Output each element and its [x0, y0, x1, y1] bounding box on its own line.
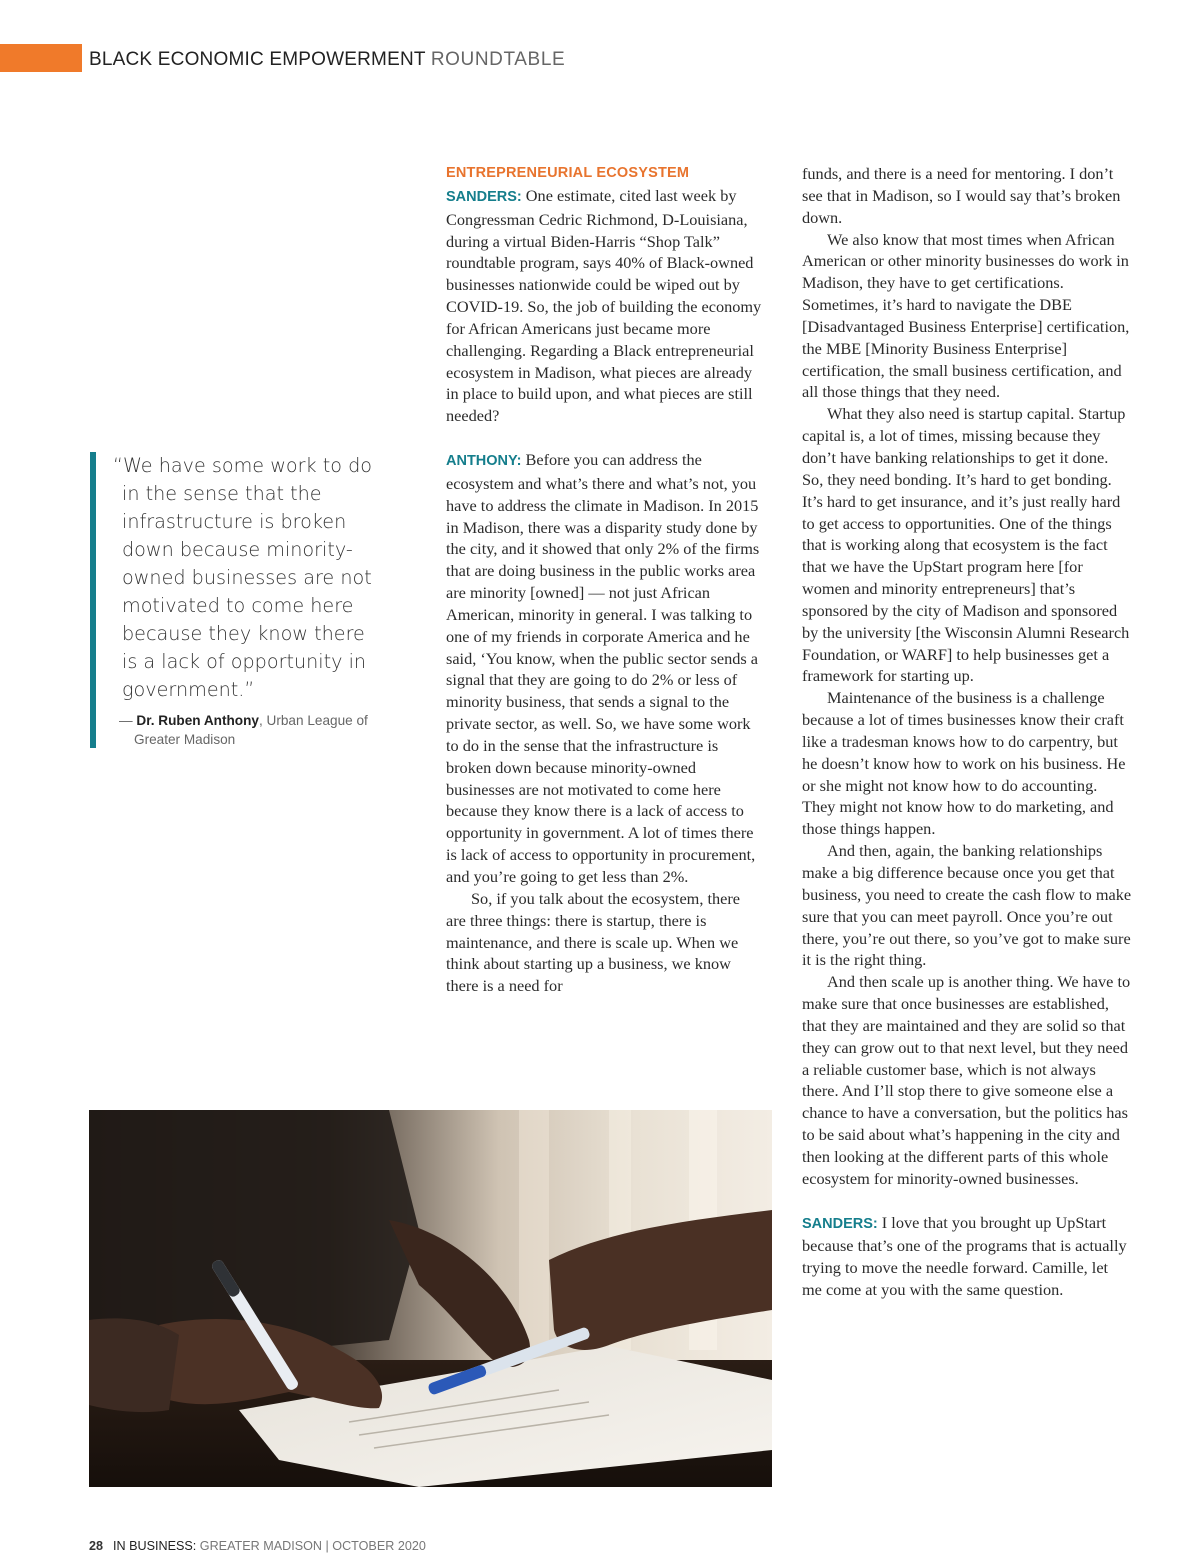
pull-quote-text: “We have some work to do in the sense that the infrastructure is broken down because minority-owned businesses are not motivated to come here because they know there is a lack of opportunity in government.” [113, 454, 373, 701]
running-header [89, 46, 565, 74]
pull-quote [90, 452, 376, 748]
paragraph: We also know that most times when African American or other minority businesses do work in Madison, they have to get certifications. Sometimes, it’s hard to navigate the DBE [Disadvantaged Business Enterprise] certification, the MBE [Minority Business Enterprise] certification, the small business certification, and all those things that they need. [802, 229, 1130, 402]
hands-signing-document-photo [89, 1110, 772, 1487]
pull-quote-attribution [119, 712, 379, 749]
section-heading: ENTREPRENEURIAL ECOSYSTEM [446, 165, 690, 181]
issue-info: GREATER MADISON | OCTOBER 2020 [196, 1539, 426, 1553]
page-footer [89, 1537, 426, 1555]
paragraph-text: One estimate, cited last week by Congressman Cedric Richmond, D-Louisiana, during a virtual Biden-Harris “Shop Talk” roundtable program, says 40% of Black-owned businesses nationwide could be wiped out by COVID-19. So, the job of building the economy for African Americans just became more challenging. Regarding a Black entrepreneurial ecosystem in Madison, what pieces are already in place to build upon, and what pieces are still needed? [446, 185, 762, 426]
speaker-label: SANDERS: [802, 1215, 878, 1232]
publication-name: IN BUSINESS: [113, 1539, 197, 1553]
paragraph [802, 1212, 1132, 1301]
attribution-name: Dr. Ruben Anthony [136, 713, 259, 728]
header-accent-bar [0, 44, 82, 72]
paragraph: And then, again, the banking relationships make a big difference because once you get that business, you need to create the cash flow to make sure that you can meet payroll. Once you’re out there, you’re out there, so you’ve got to make sure it is the right thing. [802, 841, 1132, 970]
page-number: 28 [89, 1539, 104, 1553]
paragraph: Maintenance of the business is a challenge because a lot of times businesses know their craft like a tradesman knows how to do carpentry, but he doesn’t know how to work on his business. He or she might not know how to do accounting. They might not know how to do marketing, and those things happen. [802, 688, 1126, 839]
paragraph: And then scale up is another thing. We have to make sure that once businesses are established, that they are maintained and they are solid so that they can grow out to that next level, but they need a reliable customer base, which is not always there. And I’ll stop there to give someone else a chance to have a conversation, but the politics has to be said about what’s happening in the city and then looking at the different parts of this whole ecosystem for minority-owned businesses. [802, 972, 1131, 1188]
article-column-1 [446, 163, 762, 997]
paragraph: funds, and there is a need for mentoring. I don’t see that in Madison, so I would say that’s broken down. [802, 164, 1121, 227]
paragraph [446, 449, 762, 888]
paragraph [446, 185, 762, 427]
article-column-2 [802, 163, 1132, 1301]
header-subtitle: ROUNDTABLE [430, 49, 566, 70]
speaker-label: SANDERS: [446, 188, 522, 205]
header-title: BLACK ECONOMIC EMPOWERMENT [89, 49, 426, 70]
attribution-dash: — [119, 713, 137, 728]
attribution-affiliation: , Urban League of Greater Madison [134, 713, 368, 747]
paragraph: So, if you talk about the ecosystem, there are three things: there is startup, there is maintenance, and there is scale up. When we think about starting up a business, we know there is a need for [446, 888, 741, 996]
paragraph-text: I love that you brought up UpStart because that’s one of the programs that is actually trying to move the needle forward. Camille, let me come at you with the same question. [802, 1212, 1127, 1300]
paragraph: What they also need is startup capital. Startup capital is, a lot of times, missing because they don’t have banking relationships to get it done. So, they need bonding. It’s hard to get bonding. It’s hard to get insurance, and it’s just really hard to get access to opportunities. One of the things that is working along that ecosystem is the fact that we have the UpStart program here [for women and minority entrepreneurs] that’s sponsored by the city of Madison and sponsored by the university [the Wisconsin Alumni Research Foundation, or WARF] to help businesses get a framework for starting up. [802, 404, 1130, 686]
speaker-label: ANTHONY: [446, 452, 522, 469]
paragraph-text: Before you can address the ecosystem and what’s there and what’s not, you have to address the climate in Madison. In 2015 in Madison, there was a disparity study done by the city, and it showed that only 2% of the firms that are doing business in the public works area are minority [owned] — not just African American, minority in general. I was talking to one of my friends in corporate America and he said, ‘You know, when the public sector sends a signal that they are going to do 2% or less of minority business, that sends a signal to the private sector, as well. So, we have some work to do in the sense that the infrastructure is broken down because minority-owned businesses are not motivated to come here because they know there is a lack of access to opportunity in government. A lot of times there is lack of access to opportunity in procurement, and you’re going to get less than 2%. [446, 449, 760, 886]
